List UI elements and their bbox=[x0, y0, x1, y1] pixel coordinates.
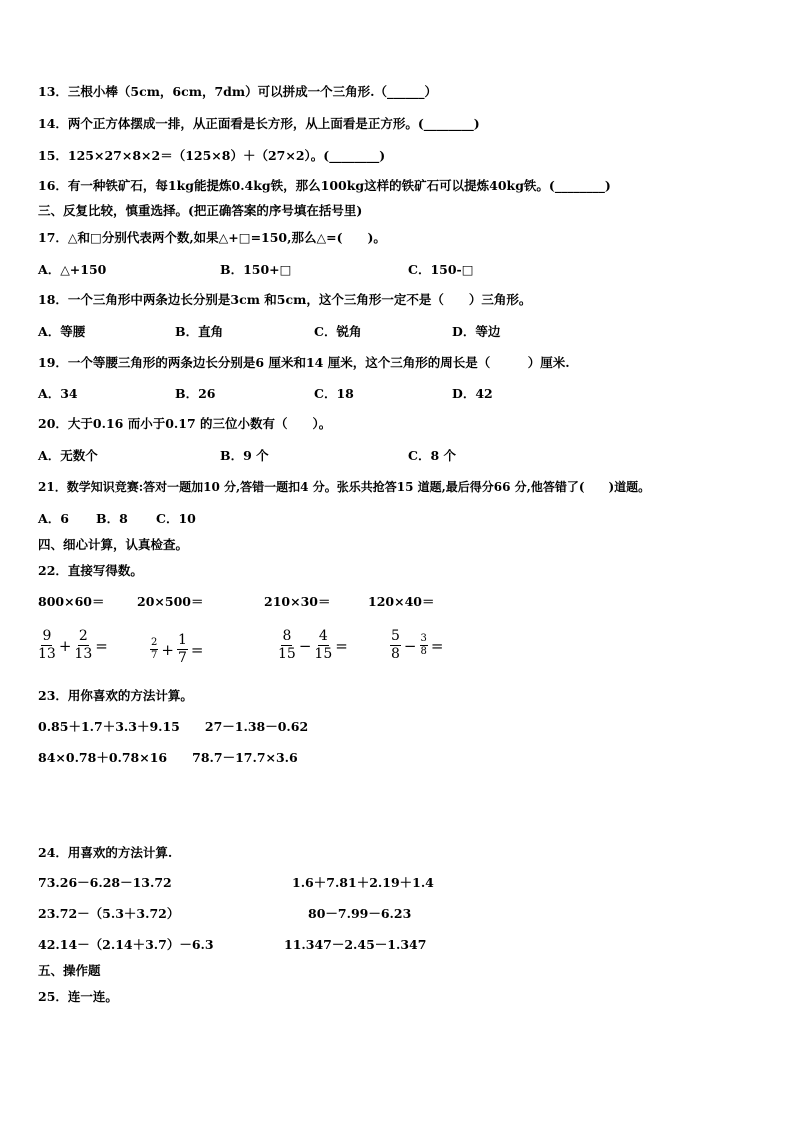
q24-right-3: 11.347－2.45－1.347 bbox=[284, 937, 427, 952]
q18-option-d: D．等边 bbox=[452, 324, 501, 339]
q17-option-c: C．150-□ bbox=[408, 262, 474, 277]
question-16: 16．有一种铁矿石，每1kg能提炼0.4kg铁，那么100kg这样的铁矿石可以提炼40kg铁。(________) bbox=[38, 178, 611, 193]
question-17: 17．△和□分别代表两个数,如果△+□=150,那么△=( )。 bbox=[38, 230, 386, 245]
q21-option-a: A．6 bbox=[38, 511, 69, 526]
question-25: 25．连一连。 bbox=[38, 989, 118, 1004]
q22-item-4: 120×40＝ bbox=[368, 594, 435, 609]
question-13: 13．三根小棒（5cm，6cm，7dm）可以拼成一个三角形.（______） bbox=[38, 84, 437, 99]
q19-option-d: D．42 bbox=[452, 386, 493, 401]
question-14: 14．两个正方体摆成一排，从正面看是长方形，从上面看是正方形。(________) bbox=[38, 116, 480, 131]
q19-option-b: B．26 bbox=[175, 386, 216, 401]
question-24: 24．用喜欢的方法计算. bbox=[38, 845, 173, 860]
q20-option-c: C．8 个 bbox=[408, 448, 456, 463]
q24-right-1: 1.6＋7.81＋2.19＋1.4 bbox=[292, 875, 434, 890]
q18-option-a: A．等腰 bbox=[38, 324, 86, 339]
q22-item-2: 20×500＝ bbox=[137, 594, 204, 609]
q23-line-1: 0.85＋1.7＋3.3＋9.15 27－1.38－0.62 bbox=[38, 719, 309, 734]
q23-line-2: 84×0.78＋0.78×16 78.7－17.7×3.6 bbox=[38, 750, 298, 765]
question-23: 23．用你喜欢的方法计算。 bbox=[38, 688, 193, 703]
question-20: 20．大于0.16 而小于0.17 的三位小数有（ ）。 bbox=[38, 416, 332, 431]
section-3-heading: 三、反复比较，慎重选择。(把正确答案的序号填在括号里) bbox=[38, 203, 363, 218]
q24-left-3: 42.14－（2.14＋3.7）－6.3 bbox=[38, 937, 214, 952]
q22-fraction-expr-3: 8 15 − $\frac{4}{15}$ = bbox=[278, 628, 348, 662]
q24-left-1: 73.26－6.28－13.72 bbox=[38, 875, 172, 890]
question-18: 18．一个三角形中两条边长分别是3cm 和5cm，这个三角形一定不是（ ）三角形。 bbox=[38, 292, 532, 307]
q18-option-b: B．直角 bbox=[175, 324, 224, 339]
q22-fraction-expr-4: 5 8 − $\frac{3}{8}$ = bbox=[391, 628, 444, 662]
q21-option-c: C．10 bbox=[156, 511, 196, 526]
section-5-heading: 五、操作题 bbox=[38, 963, 101, 978]
q19-option-a: A．34 bbox=[38, 386, 78, 401]
question-22: 22．直接写得数。 bbox=[38, 563, 143, 578]
q24-left-2: 23.72－（5.3＋3.72） bbox=[38, 906, 180, 921]
q22-item-1: 800×60＝ bbox=[38, 594, 105, 609]
q20-option-b: B．9 个 bbox=[220, 448, 269, 463]
q22-item-3: 210×30＝ bbox=[264, 594, 331, 609]
q17-option-b: B．150+□ bbox=[220, 262, 292, 277]
q19-option-c: C．18 bbox=[314, 386, 354, 401]
q18-option-c: C．锐角 bbox=[314, 324, 362, 339]
q20-option-a: A．无数个 bbox=[38, 448, 98, 463]
question-21: 21．数学知识竞赛:答对一题加10 分,答错一题扣4 分。张乐共抢答15 道题,最后得分66 分,他答错了( )道题。 bbox=[38, 480, 651, 494]
question-19: 19．一个等腰三角形的两条边长分别是6 厘米和14 厘米，这个三角形的周长是（ ）厘米. bbox=[38, 355, 570, 370]
question-15: 15．125×27×8×2＝（125×8）＋（27×2）。(________) bbox=[38, 148, 386, 163]
q22-fraction-expr-1: 9 13 + $\frac{2}{13}$ = bbox=[38, 628, 108, 662]
q24-right-2: 80－7.99－6.23 bbox=[308, 906, 412, 921]
section-4-heading: 四、细心计算，认真检查。 bbox=[38, 537, 189, 552]
q22-fraction-expr-2: 2 7 + $\frac{1}{7}$ = bbox=[151, 632, 204, 666]
q17-option-a: A．△+150 bbox=[38, 262, 107, 277]
q21-option-b: B．8 bbox=[96, 511, 128, 526]
